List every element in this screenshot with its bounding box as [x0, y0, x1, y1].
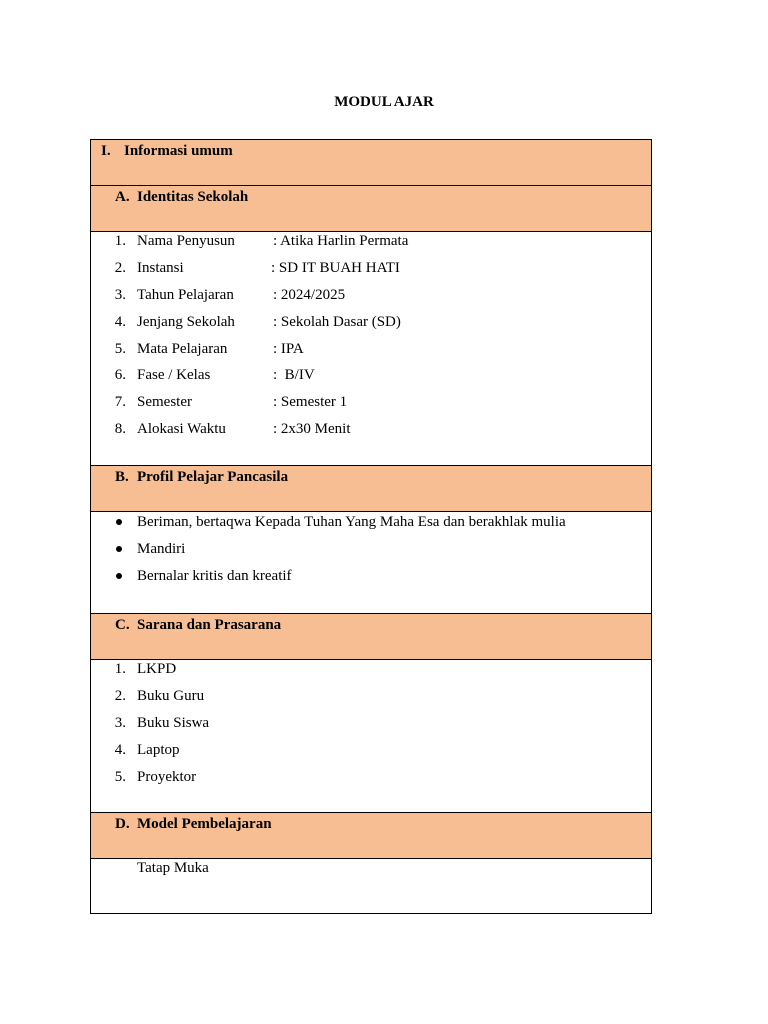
identitas-label: Semester — [137, 394, 192, 410]
identitas-value: : B/IV — [273, 367, 315, 383]
section-number: A. — [115, 189, 130, 205]
identitas-value: : IPA — [273, 341, 304, 357]
identitas-label: Fase / Kelas — [137, 367, 211, 383]
model-content — [91, 859, 651, 914]
identitas-value: : Atika Harlin Permata — [273, 233, 409, 249]
section-informasi-umum — [91, 140, 651, 186]
identitas-label: Alokasi Waktu — [137, 421, 226, 437]
section-model-pembelajaran — [91, 813, 651, 859]
section-number: C. — [115, 617, 130, 633]
identitas-value: : SD IT BUAH HATI — [271, 260, 400, 276]
section-profil-pelajar — [91, 466, 651, 512]
section-title: Informasi umum — [124, 143, 233, 159]
identitas-label: Instansi — [137, 260, 184, 276]
bullet-icon — [116, 573, 122, 579]
info-table — [90, 139, 652, 914]
section-title: Identitas Sekolah — [137, 189, 249, 205]
identitas-label: Jenjang Sekolah — [137, 314, 235, 330]
bullet-icon — [116, 519, 122, 525]
section-title: Sarana dan Prasarana — [137, 617, 282, 633]
identitas-value: : 2x30 Menit — [273, 421, 351, 437]
section-number: I. — [101, 143, 111, 159]
bullet-icon — [116, 546, 122, 552]
identitas-value: : Sekolah Dasar (SD) — [273, 314, 401, 330]
section-title: Profil Pelajar Pancasila — [137, 469, 289, 485]
identitas-label: Tahun Pelajaran — [137, 287, 234, 303]
section-number: D. — [115, 816, 130, 832]
identitas-label: Nama Penyusun — [137, 233, 235, 249]
model-value: Tatap Muka — [137, 860, 209, 876]
section-sarana-prasarana — [91, 614, 651, 660]
identitas-content: 1. Nama Penyusun : Atika Harlin Permata 2. Instansi : SD IT BUAH HATI 3. Tahun Pelajaran : 2024/2025 4. Jenjang Sekolah : Sekolah Dasar (SD) 5. Mata Pelajaran : IPA 6. Fase / Kelas : B/IV 7. Semester : Semester 1 8. Alokasi Waktu : 2x30 Menit — [91, 232, 651, 466]
section-identitas-sekolah — [91, 186, 651, 232]
section-number: B. — [115, 469, 129, 485]
profil-content: Beriman, bertaqwa Kepada Tuhan Yang Maha Esa dan berakhlak mulia Mandiri Bernalar kritis dan kreatif — [91, 512, 651, 614]
sarana-content: 1. LKPD 2. Buku Guru 3. Buku Siswa 4. Laptop 5. Proyektor — [91, 660, 651, 813]
identitas-value: : 2024/2025 — [273, 287, 346, 303]
section-title: Model Pembelajaran — [137, 816, 272, 832]
identitas-value: : Semester 1 — [273, 394, 348, 410]
identitas-label: Mata Pelajaran — [137, 341, 228, 357]
document-title: MODUL AJAR — [334, 94, 434, 110]
